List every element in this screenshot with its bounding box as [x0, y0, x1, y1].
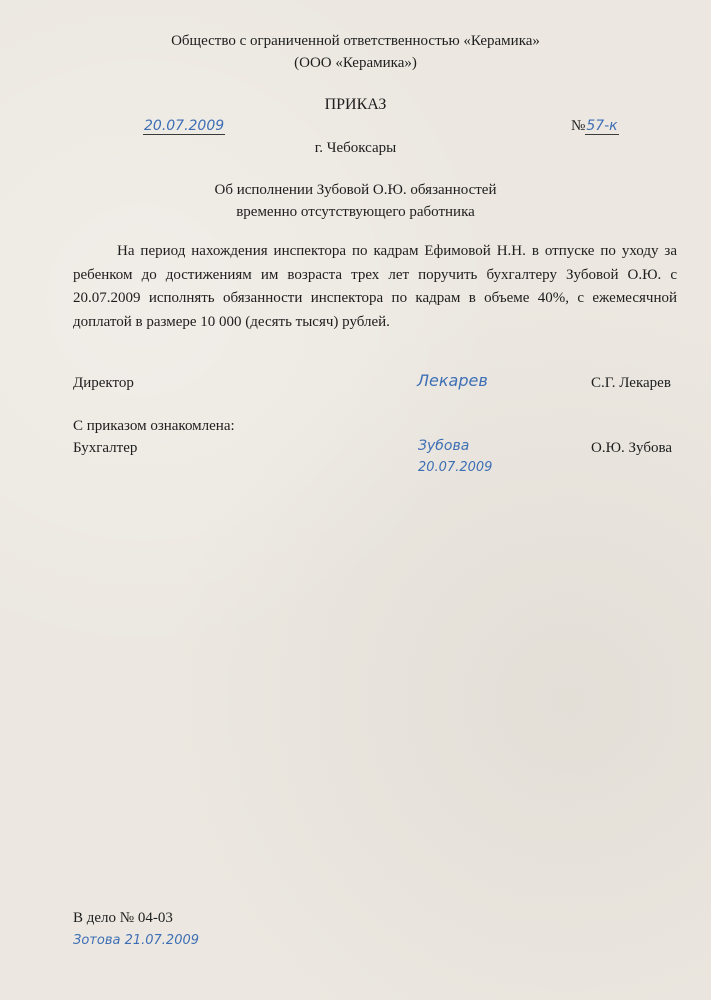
city: г. Чебоксары — [314, 140, 397, 156]
subject-line-2: временно отсутствующего работника — [236, 204, 475, 220]
director-signature: Лекарев — [417, 371, 488, 390]
acknowledgement-label: С приказом ознакомлена: — [73, 418, 235, 434]
document-title: ПРИКАЗ — [324, 96, 387, 113]
organization-short-name: (ООО «Керамика») — [294, 55, 417, 71]
director-name: С.Г. Лекарев — [591, 375, 671, 391]
order-number-handwritten: 57-к — [586, 118, 618, 134]
accountant-signature: Зубова — [418, 438, 470, 454]
accountant-sign-date: 20.07.2009 — [418, 460, 493, 475]
filing-handwritten-note: Зотова 21.07.2009 — [73, 933, 200, 948]
director-position: Директор — [73, 375, 134, 391]
accountant-position: Бухгалтер — [73, 440, 138, 456]
filing-label: В дело № 04-03 — [73, 910, 173, 926]
number-sign: № — [571, 118, 586, 134]
subject-line-1: Об исполнении Зубовой О.Ю. обязанностей — [214, 182, 497, 198]
order-number — [571, 117, 619, 135]
order-date-handwritten: 20.07.2009 — [144, 118, 225, 134]
order-date — [143, 117, 225, 135]
organization-full-name: Общество с ограниченной ответственностью «Керамика» — [171, 33, 540, 49]
accountant-name: О.Ю. Зубова — [591, 440, 672, 456]
order-body-text: На период нахождения инспектора по кадрам Ефимовой Н.Н. в отпуске по уходу за ребенком до достижениям им возраста трех лет поручить бухгалтеру Зубовой О.Ю. с 20.07.2009 исполнять обязанности инспектора по кадрам в объеме 40%, с ежемесячной доплатой в размере 10 000 (десять тысяч) рублей. — [73, 243, 677, 330]
